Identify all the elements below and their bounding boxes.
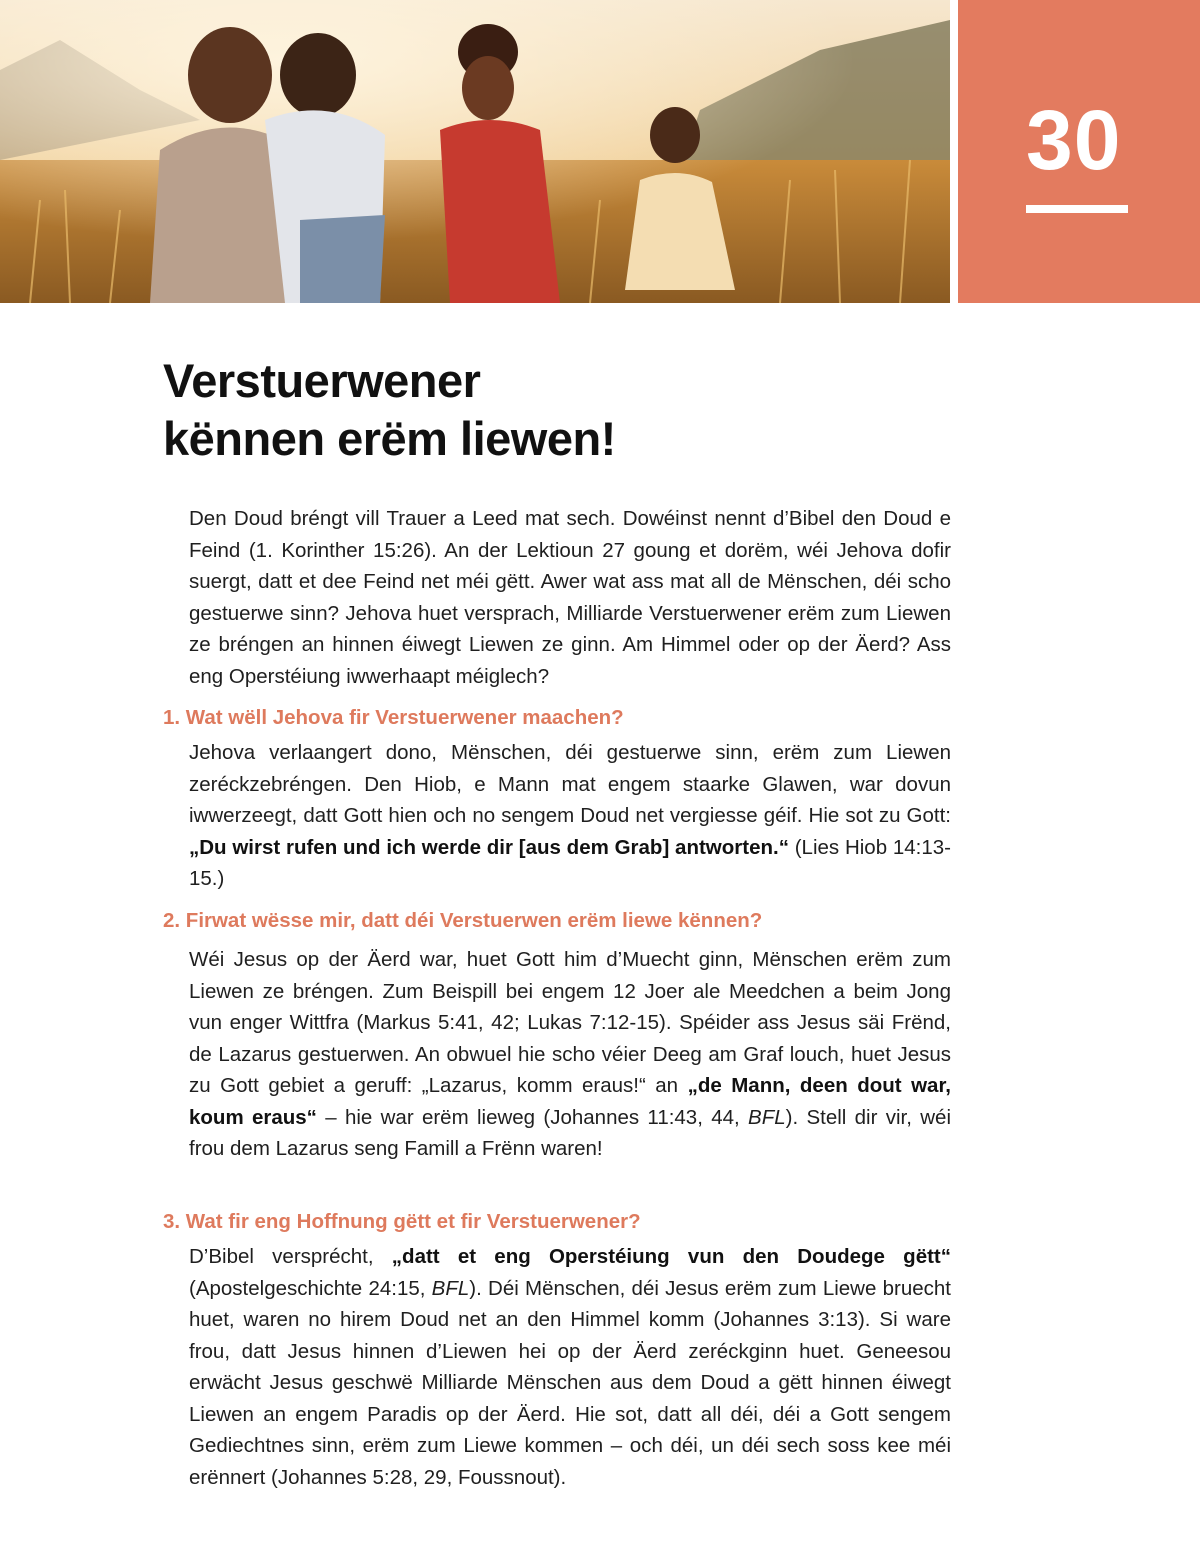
lesson-number-box xyxy=(958,0,1200,303)
section-2-paragraph xyxy=(189,944,951,1165)
question-heading-3: 3. Wat fir eng Hoffnung gëtt et fir Verstuerwener? xyxy=(163,1210,641,1233)
lesson-number-underline xyxy=(1026,205,1128,213)
lesson-number: 30 xyxy=(1026,93,1122,187)
title-line-2: kënnen erëm liewen! xyxy=(163,412,616,465)
section-1-paragraph xyxy=(189,737,951,895)
question-heading-2: 2. Firwat wësse mir, datt déi Verstuerwen erëm liewe kënnen? xyxy=(163,909,763,932)
section-3-text-middle: (Apostelgeschichte 24:15, xyxy=(189,1276,432,1300)
section-2-quote: „de Mann, deen dout war, koum eraus“ xyxy=(189,1074,951,1129)
section-3-text-after: ). Déi Mënschen, déi Jesus erëm zum Liewe bruecht huet, waren no hirem Doud net an den Himmel komm (Johannes 3:13). Si ware frou, datt Jesus hinnen d’Liewen hei op der Äerd zeréckginn huet. Geneesou erwächt Jesus geschwë Milliarde Mënschen aus dem Doud a gëtt hinnen éiwegt Liewen an engem Paradis op der Äerd. Hie sot, datt all déi, déi a Gott sengem Gediechtnes sinn, erëm zum Liewe kommen – och déi, un déi sech soss kee méi erënnert (Johannes 5:28, 29, Foussnout). xyxy=(189,1276,951,1489)
section-1-text-after: (Lies Hiob 14:13-15.) xyxy=(189,835,952,890)
page-title xyxy=(163,352,616,468)
section-2-text-middle: – hie war erëm lieweg (Johannes 11:43, 44, xyxy=(316,1105,749,1129)
family-in-meadow-photo-icon xyxy=(0,0,950,303)
section-3-quote: „datt et eng Operstéiung vun den Doudege gëtt“ xyxy=(391,1245,951,1268)
section-1-text: Jehova verlaangert dono, Mënschen, déi gestuerwe sinn, erëm zum Liewen zeréckzebréngen. Den Hiob, e Mann mat engem staarke Glawen, war dovun iwwerzeegt, datt Gott hien och no sengem Doud net vergiesse géif. Hie sot zu Gott: xyxy=(189,741,951,827)
section-3-italic: BFL xyxy=(431,1276,470,1300)
section-1-quote: „Du wirst rufen und ich werde dir [aus dem Grab] antworten.“ xyxy=(189,835,789,859)
question-heading-1: 1. Wat wëll Jehova fir Verstuerwener maachen? xyxy=(163,706,624,729)
section-3-text: D’Bibel versprécht, xyxy=(189,1245,392,1268)
intro-paragraph: Den Doud bréngt vill Trauer a Leed mat sech. Dowéinst nennt d’Bibel den Doud e Feind (1. Korinther 15:26). An der Lektioun 27 goung et dorëm, wéi Jehova dofir suergt, datt et dee Feind net méi gëtt. Awer wat ass mat all de Mënschen, déi scho gestuerwe sinn? Jehova huet versprach, Milliarde Verstuerwener erëm zum Liewen ze bréngen an hinnen éiwegt Liewen ze ginn. Am Himmel oder op der Äerd? Ass eng Operstéiung iwwerhaapt méiglech? xyxy=(189,507,951,688)
section-2-text: Wéi Jesus op der Äerd war, huet Gott him d’Muecht ginn, Mënschen erëm zum Liewen ze bréngen. Zum Beispill bei engem 12 Joer ale Meedchen a beim Jong vun enger Wittfra (Markus 5:41, 42; Lukas 7:12-15). Spéider ass Jesus säi Frënd, de Lazarus gestuerwen. An obwuel hie scho véier Deeg am Graf louch, huet Jesus zu Gott gebiet a geruff: „Lazarus, komm eraus!“ an xyxy=(189,948,951,1097)
title-line-1: Verstuerwener xyxy=(163,354,481,407)
section-2-italic: BFL xyxy=(748,1105,786,1129)
section-2-text-after: ). Stell dir vir, wéi frou dem Lazarus seng Famill a Frënn waren! xyxy=(189,1105,952,1160)
section-3-paragraph xyxy=(189,1241,951,1493)
hero-photo xyxy=(0,0,950,303)
